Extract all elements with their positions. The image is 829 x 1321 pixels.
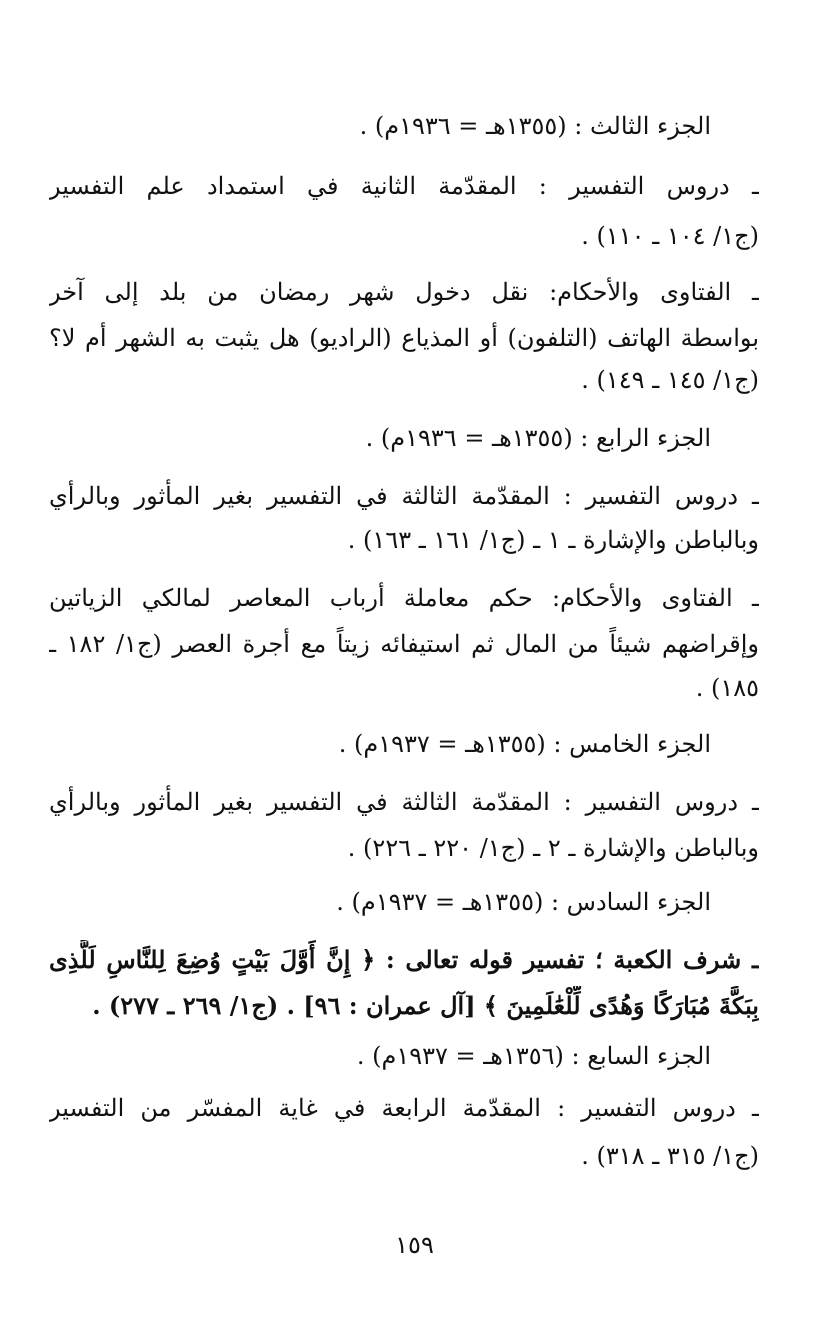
entry-text-line: ـ الفتاوى والأحكام: نقل دخول شهر رمضان من بلد إلى آخر [49,278,759,306]
entry-text-line: ـ دروس التفسير : المقدّمة الثالثة في التفسير بغير المأثور وبالرأي [49,788,759,816]
page-number: ١٥٩ [395,1231,434,1259]
section-heading-part-5: الجزء الخامس : (١٣٥٥هـ = ١٩٣٧م) . [338,730,711,758]
entry-text-line: ١٨٥) . [695,674,759,702]
entry-text-line: بِبَكَّةَ مُبَارَكًا وَهُدًى لِّلْعَٰلَمِينَ ﴾ [آل عمران : ٩٦] . (ج١/ ٢٦٩ ـ ٢٧٧) . [92,991,759,1020]
entry-text-line: ـ دروس التفسير : المقدّمة الثالثة في التفسير بغير المأثور وبالرأي [49,482,759,510]
entry-text-line: ـ دروس التفسير : المقدّمة الرابعة في غاية المفسّر من التفسير [49,1094,759,1122]
entry-text-line: (ج١/ ٣١٥ ـ ٣١٨) . [581,1142,759,1170]
section-heading-part-7: الجزء السابع : (١٣٥٦هـ = ١٩٣٧م) . [356,1042,711,1070]
section-heading-part-3: الجزء الثالث : (١٣٥٥هـ = ١٩٣٦م) . [359,112,711,140]
entry-text-line: (ج١/ ١٤٥ ـ ١٤٩) . [581,366,759,394]
entry-text-line: ـ دروس التفسير : المقدّمة الثانية في استمداد علم التفسير [49,172,759,200]
section-heading-part-4: الجزء الرابع : (١٣٥٥هـ = ١٩٣٦م) . [365,424,711,452]
entry-text-line: بواسطة الهاتف (التلفون) أو المذياع (الراديو) هل يثبت به الشهر أم لا؟ [49,324,759,352]
entry-text-line: وبالباطن والإشارة ـ ٢ ـ (ج١/ ٢٢٠ ـ ٢٢٦) . [347,834,759,862]
entry-text-line: ـ شرف الكعبة ؛ تفسير قوله تعالى : ﴿ إِنَّ أَوَّلَ بَيْتٍ وُضِعَ لِلنَّاسِ لَلَّذِى [49,945,759,974]
entry-text-line: وإقراضهم شيئاً من المال ثم استيفائه زيتاً مع أجرة العصر (ج١/ ١٨٢ ـ [49,630,759,658]
section-heading-part-6: الجزء السادس : (١٣٥٥هـ = ١٩٣٧م) . [336,888,711,916]
entry-text-line: وبالباطن والإشارة ـ ١ ـ (ج١/ ١٦١ ـ ١٦٣) . [347,526,759,554]
entry-text-line: (ج١/ ١٠٤ ـ ١١٠) . [581,222,759,250]
entry-text-line: ـ الفتاوى والأحكام: حكم معاملة أرباب المعاصر لمالكي الزياتين [49,584,759,612]
